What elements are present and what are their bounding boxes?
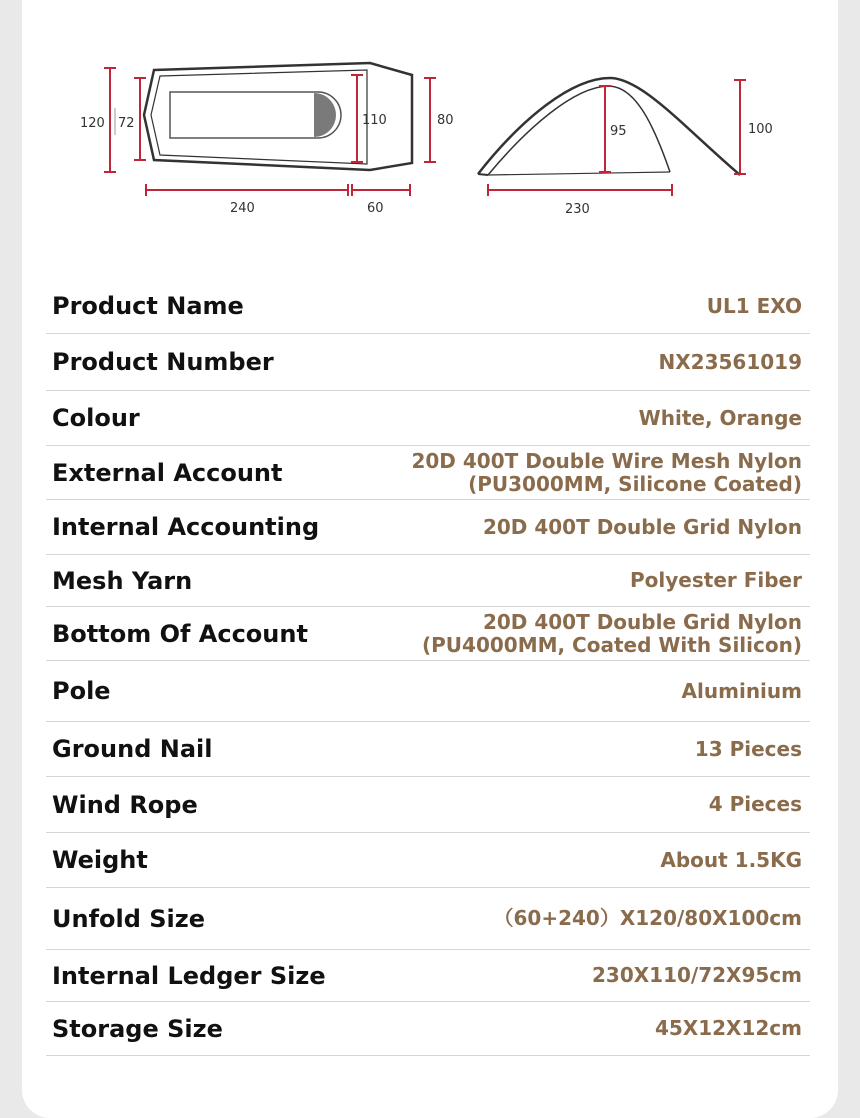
spec-value-line: White, Orange bbox=[638, 405, 802, 430]
spec-label: External Account bbox=[52, 458, 283, 487]
spec-value bbox=[639, 407, 810, 430]
spec-value bbox=[660, 849, 810, 872]
tent-side-outline-outer bbox=[478, 78, 740, 175]
tent-dimension-diagrams bbox=[22, 0, 838, 240]
spec-value bbox=[630, 569, 810, 592]
spec-value-line: Aluminium bbox=[681, 678, 802, 703]
dim-vestibule-width bbox=[424, 78, 436, 162]
spec-row bbox=[46, 888, 810, 950]
spec-value-line: Polyester Fiber bbox=[630, 568, 802, 592]
spec-value-line: 45X12X12cm bbox=[654, 1016, 802, 1040]
spec-label: Storage Size bbox=[52, 1014, 223, 1043]
spec-value-line: 230X110/72X95cm bbox=[592, 963, 802, 987]
spec-value-line: 20D 400T Double Wire Mesh Nylon bbox=[411, 448, 802, 473]
spec-value bbox=[655, 1017, 810, 1040]
spec-label: Ground Nail bbox=[52, 735, 213, 763]
sleeping-pad-head bbox=[314, 93, 336, 137]
label-inner-width: 72 bbox=[118, 116, 135, 131]
spec-row bbox=[46, 391, 810, 446]
spec-value-line: About 1.5KG bbox=[660, 847, 802, 872]
dim-length-vestibule bbox=[352, 184, 410, 196]
spec-value-line: 20D 400T Double Grid Nylon bbox=[482, 609, 802, 634]
spec-value bbox=[422, 611, 810, 657]
spec-row bbox=[46, 722, 810, 777]
spec-value bbox=[411, 450, 810, 496]
spec-value-line: NX23561019 bbox=[658, 349, 802, 374]
spec-label: Product Number bbox=[52, 348, 274, 376]
spec-row bbox=[46, 334, 810, 391]
spec-value-line: （60+240）X120/80X100cm bbox=[493, 906, 802, 930]
spec-row bbox=[46, 777, 810, 833]
spec-label: Weight bbox=[52, 846, 148, 874]
spec-value bbox=[707, 295, 810, 318]
spec-row bbox=[46, 446, 810, 500]
spec-value bbox=[493, 907, 810, 930]
dim-side-length bbox=[488, 184, 672, 196]
spec-row bbox=[46, 833, 810, 888]
dim-outer-width bbox=[104, 68, 116, 172]
spec-row bbox=[46, 607, 810, 661]
spec-value-line: 13 Pieces bbox=[694, 736, 802, 761]
spec-row bbox=[46, 1002, 810, 1056]
dim-outer-height bbox=[734, 80, 746, 174]
spec-value-line: (PU3000MM, Silicone Coated) bbox=[468, 471, 802, 496]
spec-value-line: UL1 EXO bbox=[706, 293, 802, 318]
spec-value bbox=[483, 516, 810, 539]
spec-value-line: 4 Pieces bbox=[708, 792, 802, 816]
label-outer-height: 100 bbox=[748, 122, 773, 137]
spec-label: Internal Accounting bbox=[52, 513, 320, 541]
spec-card bbox=[22, 0, 838, 1118]
spec-row bbox=[46, 661, 810, 722]
spec-value bbox=[659, 351, 811, 374]
dim-length-main bbox=[146, 184, 348, 196]
spec-value-line: (PU4000MM, Coated With Silicon) bbox=[421, 632, 802, 657]
spec-row bbox=[46, 950, 810, 1002]
label-inner-height: 95 bbox=[610, 124, 627, 139]
label-outer-width: 120 bbox=[80, 116, 105, 131]
spec-row bbox=[46, 500, 810, 555]
spec-row bbox=[46, 279, 810, 334]
label-head-width: 110 bbox=[362, 113, 387, 128]
spec-row bbox=[46, 555, 810, 607]
spec-label: Mesh Yarn bbox=[52, 566, 193, 595]
spec-label: Pole bbox=[52, 677, 111, 705]
spec-label: Internal Ledger Size bbox=[52, 961, 326, 990]
spec-value-line: 20D 400T Double Grid Nylon bbox=[482, 514, 802, 539]
label-length-main: 240 bbox=[230, 201, 255, 216]
spec-label: Colour bbox=[52, 404, 140, 432]
spec-label: Product Name bbox=[52, 292, 244, 320]
spec-value bbox=[695, 738, 810, 761]
label-vestibule-width: 80 bbox=[437, 113, 454, 128]
label-side-length: 230 bbox=[565, 202, 590, 217]
spec-value bbox=[709, 793, 810, 816]
label-length-vestibule: 60 bbox=[367, 201, 384, 216]
spec-label: Unfold Size bbox=[52, 904, 206, 933]
spec-label: Wind Rope bbox=[52, 790, 198, 819]
spec-value bbox=[592, 964, 810, 987]
floor-plan-diagram bbox=[80, 63, 454, 216]
spec-value bbox=[682, 680, 810, 703]
side-view-diagram bbox=[478, 78, 773, 217]
spec-label: Bottom Of Account bbox=[52, 619, 308, 648]
